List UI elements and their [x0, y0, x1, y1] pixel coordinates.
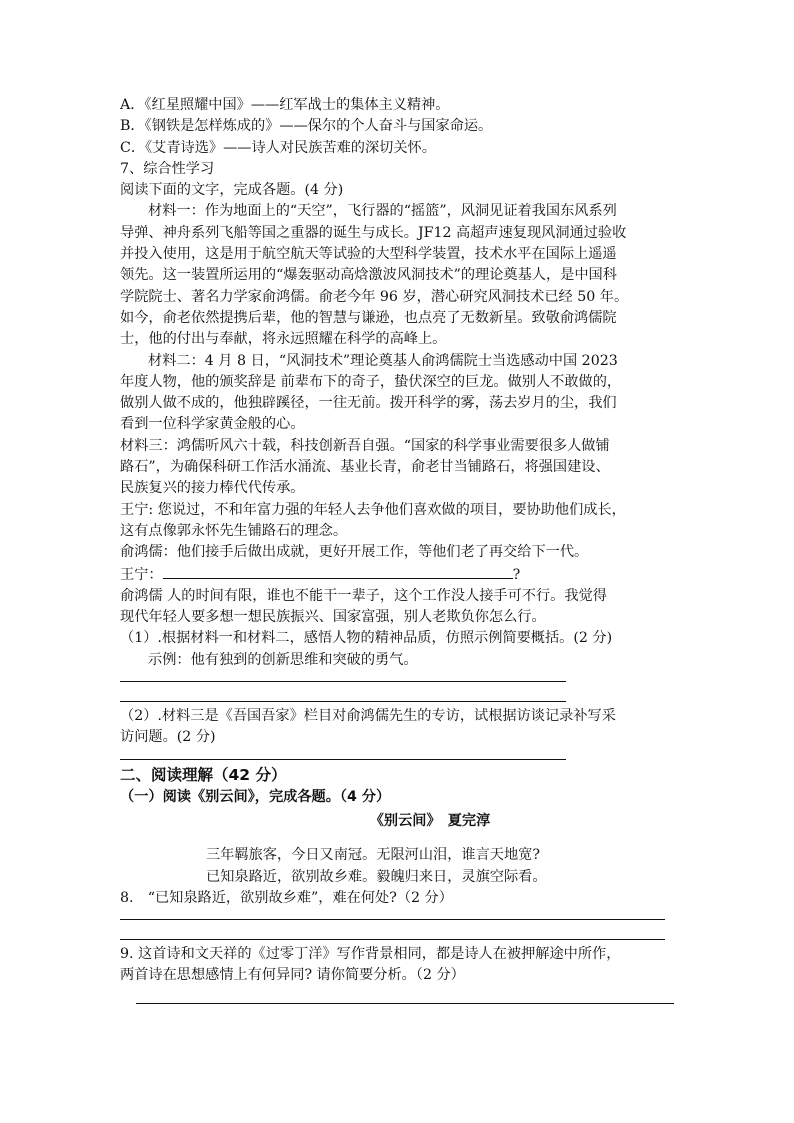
interview-line: 现代年轻人要多想一想民族振兴、国家富强，别人老欺负你怎么行。	[120, 609, 546, 626]
material-2-line: 做别人做不成的，他独辟蹊径，一往无前。拨开科学的雾，荡去岁月的尘，我们	[120, 395, 617, 412]
material-2-line: 看到一位科学家黄金般的心。	[120, 416, 305, 433]
q8-question: 8. “已知泉路近，欲别故乡难”，难在何处?（2 分）	[120, 889, 453, 906]
q9-question: 两首诗在思想感情上有何异同? 请你简要分析。（2 分）	[120, 967, 465, 984]
answer-line[interactable]	[136, 1003, 674, 1004]
material-3	[120, 436, 680, 564]
answer-line[interactable]	[120, 701, 566, 702]
poem-title: 《别云间》 夏完淳	[369, 812, 491, 829]
q7-sub2: 访问题。(2 分)	[120, 729, 216, 746]
exam-page	[120, 95, 680, 1004]
q7-intro: 阅读下面的文字，完成各题。(4 分)	[120, 182, 344, 199]
q7-sub1: （1）.根据材料一和材料二，感悟人物的精神品质，仿照示例简要概括。(2 分)	[120, 630, 613, 647]
q7-heading: 7、综合性学习	[120, 160, 215, 177]
interview-line: 俞鸿儒 人的时间有限，谁也不能干一辈子，这个工作没人接手可不行。我觉得	[120, 587, 607, 604]
material-3-line: 路石”，为确保科研工作活水涌流、基业长青，俞老甘当铺路石，将强国建设、	[120, 459, 610, 476]
poem-line: 已知泉路近，欲别故乡难。毅魄归来日，灵旗空际看。	[206, 868, 547, 885]
q7-sub2: （2）.材料三是《吾国吾家》栏目对俞鸿儒先生的专访，试根据访谈记录补写采	[120, 708, 616, 725]
material-3-line: 民族复兴的接力棒代代传承。	[120, 480, 305, 497]
material-1-line: 士，他的付出与奉献，将永远照耀在科学的高峰上。	[120, 331, 447, 348]
option-c: C．《艾青诗选》——诗人对民族苦难的深切关怀。	[120, 139, 436, 156]
q9-question: 9. 这首诗和文天祥的《过零丁洋》写作背景相同，都是诗人在被押解途中所作，	[120, 945, 621, 962]
interview-line: 俞鸿儒：他们接手后做出成就，更好开展工作，等他们老了再交给下一代。	[120, 544, 589, 561]
option-b: B．《钢铁是怎样炼成的》——保尔的个人奋斗与国家命运。	[120, 118, 493, 135]
answer-line[interactable]	[120, 759, 566, 760]
interview-line: 这有点像郭永怀先生铺路石的理念。	[120, 522, 348, 539]
speaker-label: 王宁：	[120, 566, 163, 583]
option-a: A．《红星照耀中国》——红军战士的集体主义精神。	[120, 97, 450, 113]
subsection-heading: （一）阅读《别云间》，完成各题。（4 分）	[120, 788, 391, 805]
material-2-line: 年度人物，他的颁奖辞是 前辈布下的奇子，蛰伏深空的巨龙。做别人不敢做的，	[120, 373, 622, 390]
interview-line: 王宁: 您说过，不和年富力强的年轻人去争他们喜欢做的项目，要协助他们成长，	[120, 501, 626, 518]
q7-example: 示例：他有独到的创新思维和突破的勇气。	[148, 651, 418, 668]
answer-line[interactable]	[120, 939, 665, 940]
material-1-line: 并投入使用，这是用于航空航天等试验的大型科学装置，技术水平在国际上遥遥	[120, 246, 617, 263]
material-1-line: 导弹、神舟系列飞船等国之重器的诞生与成长。JF12 高超声速复现风洞通过验收	[120, 224, 627, 241]
material-1-line: 如今，俞老依然提携后辈，他的智慧与谦逊，也点亮了无数新星。致敬俞鸿儒院	[120, 309, 617, 326]
material-1-line: 学院院士、著名力学家俞鸿儒。俞老今年 96 岁，潜心研究风洞技术已经 50 年。	[120, 288, 629, 305]
material-1-line: 材料一：作为地面上的“天空”，飞行器的“摇篮”，风洞见证着我国东风系列	[148, 203, 617, 220]
material-2-line: 材料二：4 月 8 日，“风洞技术”理论奠基人俞鸿儒院士当选感动中国 2023	[148, 352, 618, 369]
section-heading: 二、阅读理解（42 分）	[120, 765, 287, 784]
material-2	[120, 351, 680, 436]
question-answer-blank[interactable]	[163, 564, 513, 579]
material-1-line: 领先。这一装置所运用的“爆轰驱动高焓激波风洞技术”的理论奠基人，是中国科	[120, 267, 617, 284]
poem-line: 三年羁旅客，今日又南冠。无限河山泪，谁言天地宽?	[206, 846, 540, 863]
material-1	[120, 201, 680, 350]
material-3-line: 材料三：鸿儒听风六十载，科技创新吾自强。“国家的科学事业需要很多人做铺	[120, 437, 610, 454]
question-mark: ?	[512, 566, 521, 583]
wang-question-line	[120, 564, 680, 586]
